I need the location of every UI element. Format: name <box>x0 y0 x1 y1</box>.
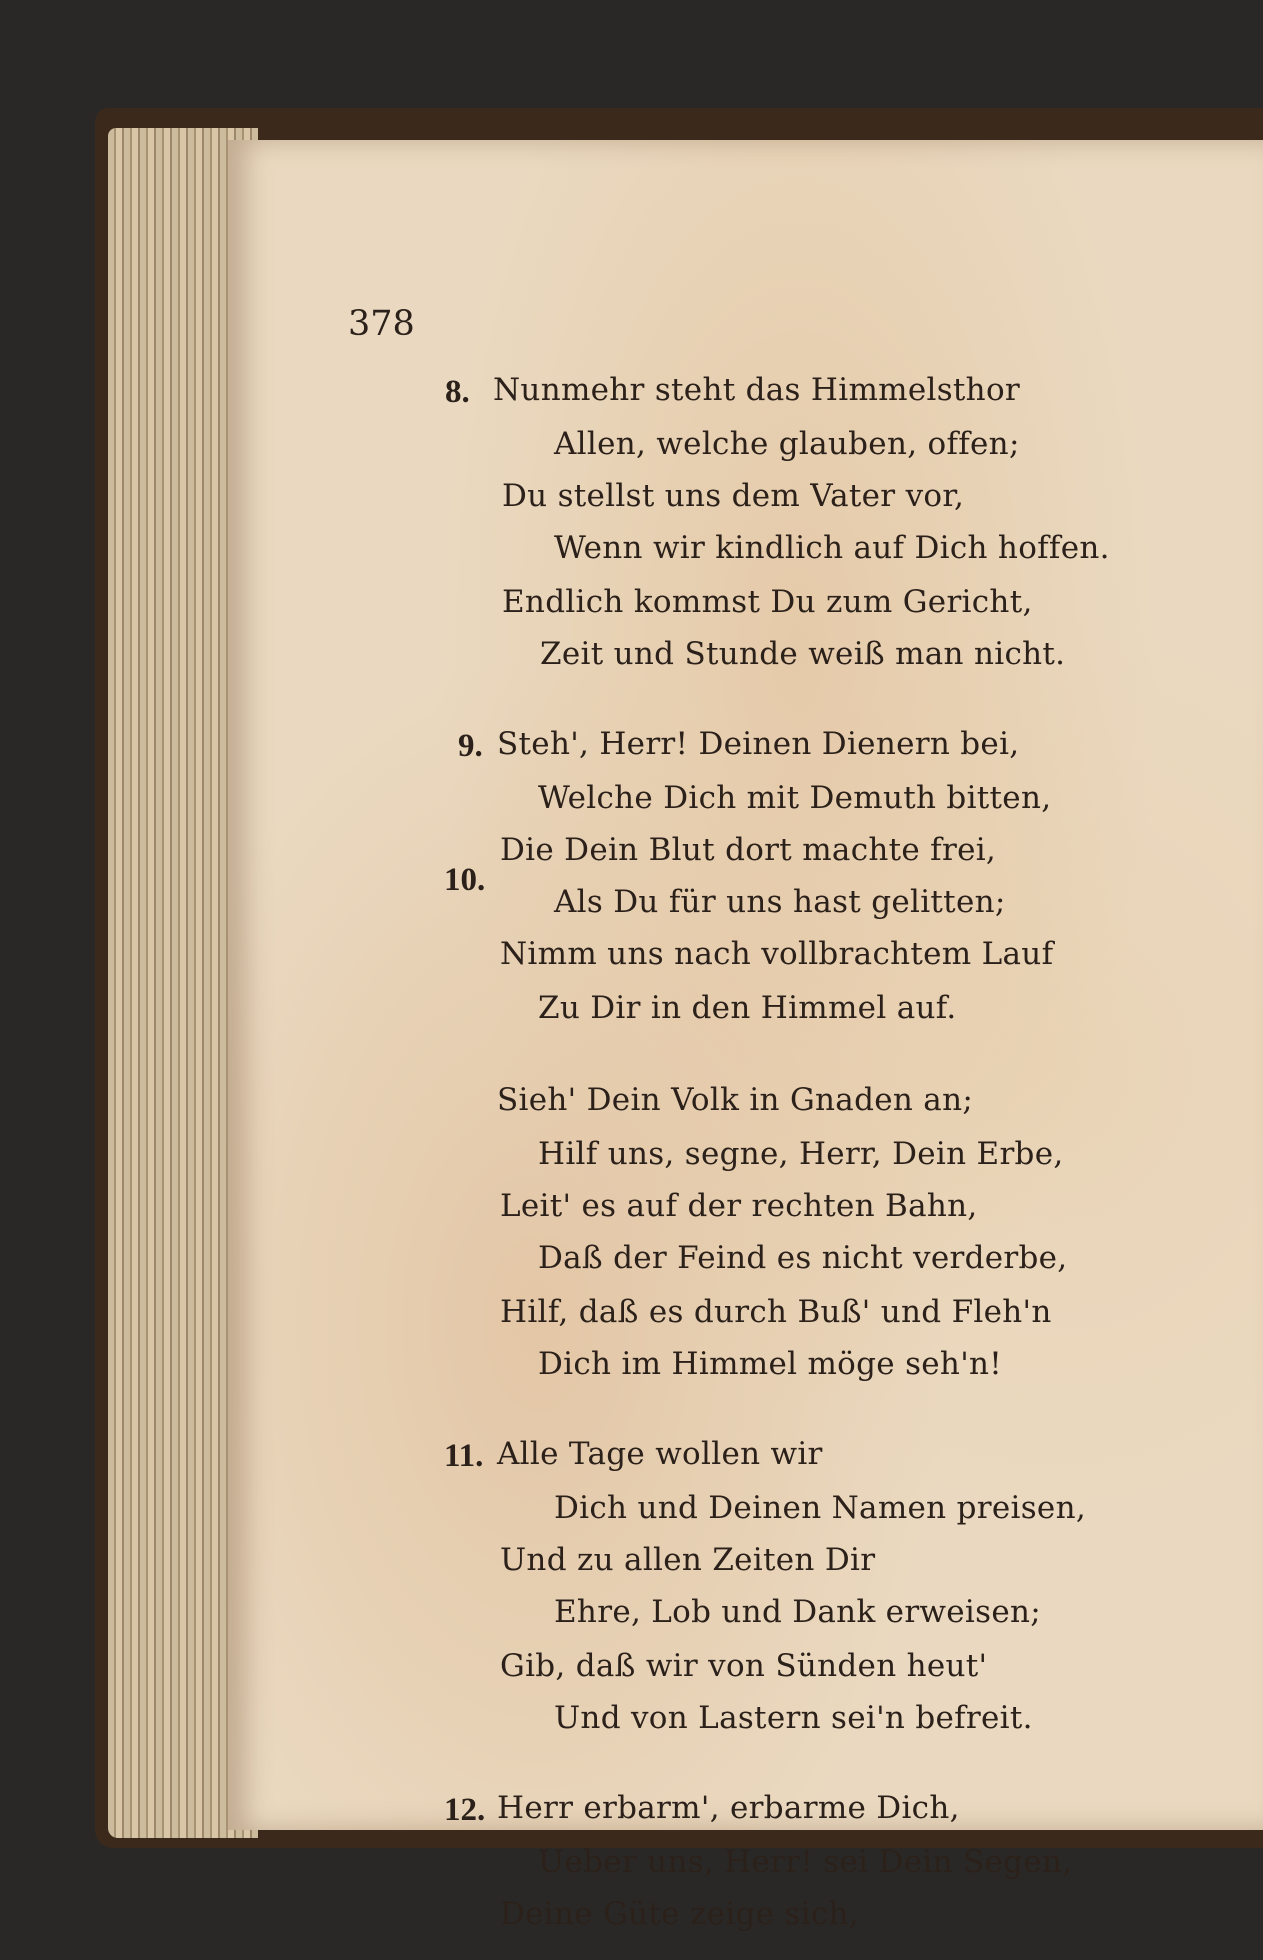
verse-line: Herr erbarm', erbarme Dich, <box>497 1790 960 1826</box>
verse-line: Leit' es auf der rechten Bahn, <box>500 1188 978 1224</box>
page-number: 378 <box>348 304 415 344</box>
verse-line: Ueber uns, Herr! sei Dein Segen, <box>538 1844 1073 1880</box>
verse-line: Endlich kommst Du zum Gericht, <box>502 584 1033 620</box>
verse-line: Zeit und Stunde weiß man nicht. <box>540 636 1066 672</box>
verse-line: Hilf uns, segne, Herr, Dein Erbe, <box>538 1136 1064 1172</box>
stanza-number: 12. <box>444 1792 486 1828</box>
stanza-number: 10. <box>444 862 486 898</box>
verse-line: Gib, daß wir von Sünden heut' <box>500 1648 988 1684</box>
verse-line: Die Dein Blut dort machte frei, <box>500 832 997 868</box>
verse-line: Dich und Deinen Namen preisen, <box>554 1490 1086 1526</box>
verse-line: Wenn wir kindlich auf Dich hoffen. <box>554 530 1110 566</box>
verse-line: Welche Dich mit Demuth bitten, <box>538 780 1052 816</box>
verse-line: Alle Tage wollen wir <box>497 1436 823 1472</box>
verse-line: Nunmehr steht das Himmelsthor <box>493 372 1021 408</box>
verse-line: Du stellst uns dem Vater vor, <box>502 478 965 514</box>
verse-line: Und von Lastern sei'n befreit. <box>554 1700 1033 1736</box>
verse-line: Dich im Himmel möge seh'n! <box>538 1346 1003 1382</box>
verse-line: Hilf, daß es durch Buß' und Fleh'n <box>500 1294 1052 1330</box>
verse-line: Sieh' Dein Volk in Gnaden an; <box>497 1082 974 1118</box>
verse-line: Daß der Feind es nicht verderbe, <box>538 1240 1068 1276</box>
stanza-number: 8. <box>445 374 470 410</box>
stanza-number: 9. <box>458 728 483 764</box>
stanza-number: 11. <box>444 1438 484 1474</box>
verse-line: Deine Güte zeige sich, <box>500 1896 859 1932</box>
verse-line: Steh', Herr! Deinen Dienern bei, <box>497 726 1020 762</box>
verse-line: Und zu allen Zeiten Dir <box>500 1542 876 1578</box>
verse-line: Allen, welche glauben, offen; <box>554 426 1020 462</box>
verse-line: Ehre, Lob und Dank erweisen; <box>554 1594 1042 1630</box>
verse-line: Zu Dir in den Himmel auf. <box>538 990 957 1026</box>
verse-line: Nimm uns nach vollbrachtem Lauf <box>500 936 1054 972</box>
verse-line: Als Du für uns hast gelitten; <box>554 884 1006 920</box>
